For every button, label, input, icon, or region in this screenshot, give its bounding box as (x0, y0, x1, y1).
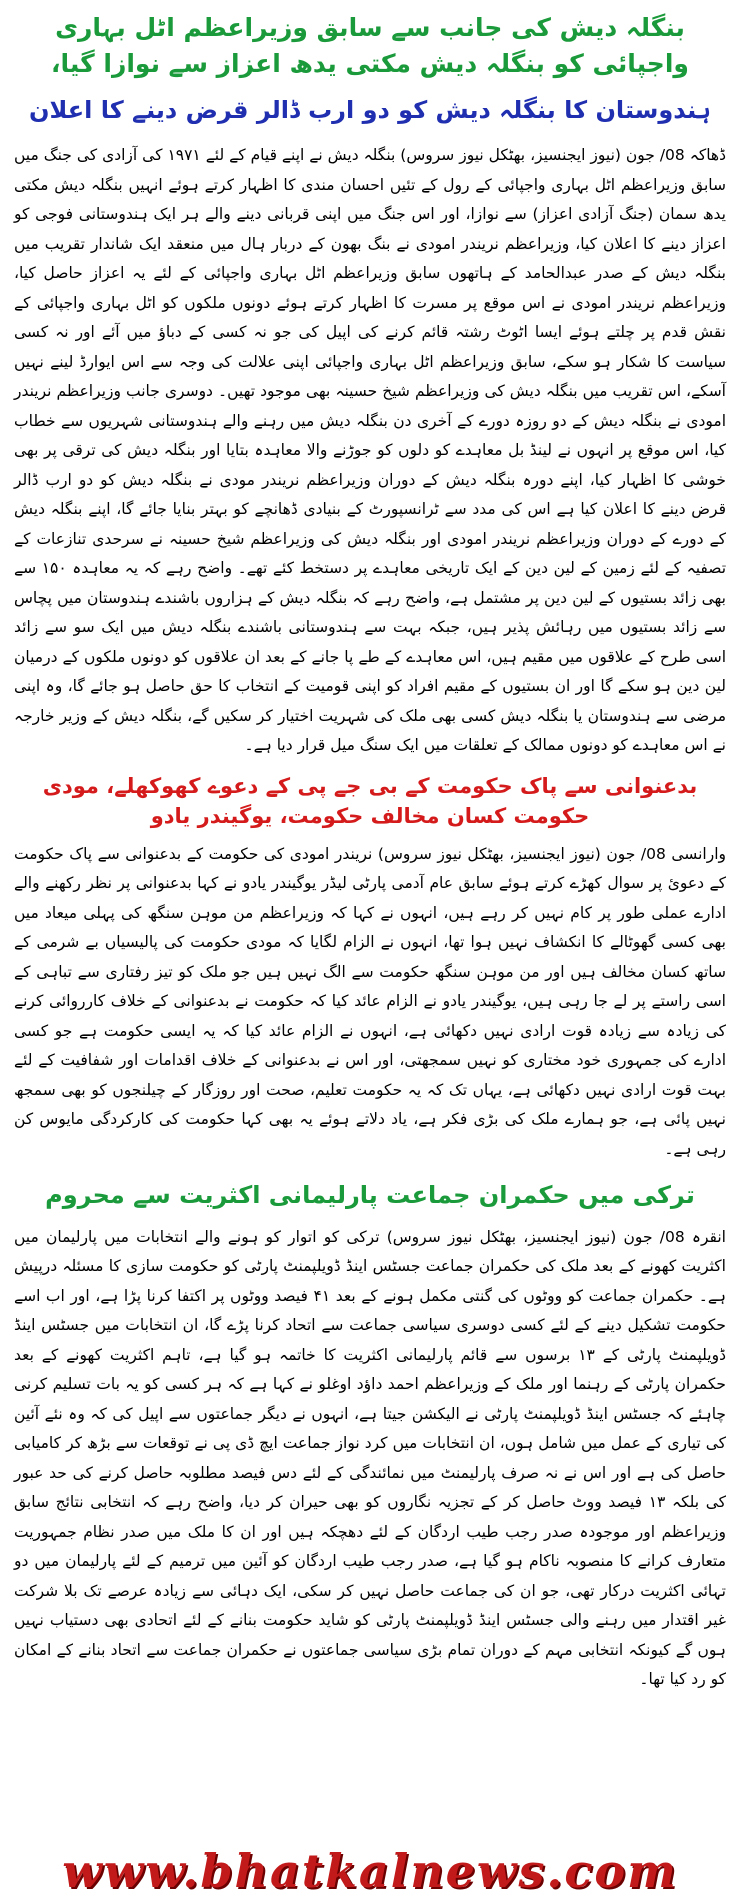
article-bangladesh (14, 10, 726, 761)
article1-headline-line1: بنگلہ دیش کی جانب سے سابق وزیراعظم اٹل بہاری واجپائی کو بنگلہ دیش مکتی یدھ اعزاز سے نوازا گیا، (51, 13, 689, 79)
article1-headline-line2: ہندوستان کا بنگلہ دیش کو دو ارب ڈالر قرض دینے کا اعلان (29, 95, 711, 124)
article1-body: ڈھاکہ 08/ جون (نیوز ایجنسیز، بھٹکل نیوز سروس) بنگلہ دیش نے اپنے قیام کے لئے ۱۹۷۱ کی آزادی کی جنگ میں سابق وزیراعظم اٹل بہاری واجپائی کے رول کے تئیں احسان مندی کا اظہار کرتے ہوئے انہیں بنگلہ دیش مکتی یدھ سمان (جنگ آزادی اعزاز) سے نوازا، اور اس جنگ میں اپنی قربانی دینے والے ہر ایک ہندوستانی فوجی کو اعزاز دینے کا اعلان کیا، وزیراعظم نریندر امودی نے بنگ بھون کے دربار ہال میں منعقد ایک شاندار تقریب میں بنگلہ دیش کے صدر عبدالحامد کے ہاتھوں سابق وزیراعظم اٹل بہاری واجپائی کے لئے یہ اعزاز حاصل کیا، وزیراعظم نریندر امودی نے اس موقع پر مسرت کا اظہار کرتے ہوئے دونوں ملکوں کو اٹل بہاری واجپائی کے نقش قدم پر چلتے ہوئے ایسا اٹوٹ رشتہ قائم کرنے کی اپیل کی جو نہ کسی کے دباؤ میں آئے اور نہ کسی سیاست کا شکار ہو سکے، سابق وزیراعظم اٹل بہاری واجپائی اپنی علالت کی وجہ سے اس ایوارڈ لینے نہیں آسکے، اس تقریب میں بنگلہ دیش کی وزیراعظم شیخ حسینہ بھی موجود تھیں۔ دوسری جانب وزیراعظم نریندر امودی نے بنگلہ دیش کے دو روزہ دورے کے آخری دن بنگلہ دیش میں رہنے والے ہندوستانی شہریوں سے خطاب کیا، اس موقع پر انہوں نے لینڈ بل معاہدے کو دلوں کو جوڑنے والا معاہدہ بتایا اور بنگلہ دیش کی ترقی پر بھی خوشی کا اظہار کیا، اپنے دورہ بنگلہ دیش کے دوران وزیراعظم نریندر مودی نے بنگلہ دیش کو دو ارب ڈالر قرض دینے کا اعلان کیا ہے اس کی مدد سے ٹرانسپورٹ کے بنیادی ڈھانچے کو بہتر بنایا جائے گا، اپنے بنگلہ دیش کے دورے کے دوران وزیراعظم نریندر امودی اور بنگلہ دیش کی وزیراعظم شیخ حسینہ نے سرحدی تنازعات کے تصفیہ کے لئے زمین کے لین دین کے ایک تاریخی معاہدے پر دستخط کئے تھے۔ واضح رہے کہ یہ معاہدہ ۱۵۰ سے بھی زائد بستیوں کے لین دین پر مشتمل ہے، واضح رہے کہ بنگلہ دیش کے ہزاروں باشندے ہندوستان میں پچاس سے زائد بستیوں میں رہائش پذیر ہیں، جبکہ بہت سے ہندوستانی باشندے بنگلہ دیش میں ایک سو سے زائد اسی طرح کے علاقوں میں مقیم ہیں، اس معاہدے کے طے پا جانے کے بعد ان علاقوں کو دونوں ملکوں کے درمیان لین دین ہو سکے گا اور ان بستیوں کے مقیم افراد کو اپنی قومیت کے انتخاب کا حق حاصل ہو جائے گا، وہ اپنی مرضی سے ہندوستان یا بنگلہ دیش کسی بھی ملک کی شہریت اختیار کر سکیں گے، بنگلہ دیش کے وزیر خارجہ نے اس معاہدے کو دونوں ممالک کے تعلقات میں ایک سنگ میل قرار دیا ہے۔ (14, 146, 727, 755)
article2-headline: بدعنوانی سے پاک حکومت کے بی جے پی کے دعوے کھوکھلے، مودی حکومت کسان مخالف حکومت، یوگیندر یادو (42, 773, 698, 829)
article-turkey (14, 1178, 726, 1695)
website-watermark: www.bhatkalnews.com (62, 1844, 678, 1898)
article2-body: وارانسی 08/ جون (نیوز ایجنسیز، بھٹکل نیوز سروس) نریندر امودی کی حکومت کے بدعنوانی سے پاک حکومت کے دعوئ پر سوال کھڑے کرتے ہوئے سابق عام آدمی پارٹی لیڈر یوگیندر یادو نے کہا بدعنوانی پر نظر رکھنے والے ادارے عملی طور پر کام نہیں کر رہے ہیں، انہوں نے کہا کہ وزیراعظم من موہن سنگھ کی پہلی میعاد میں بھی کسی گھوٹالے کا انکشاف نہیں ہوا تھا، انہوں نے الزام لگایا کہ مودی حکومت کی پالیسیاں بے شرمی کے ساتھ کسان مخالف ہیں اور من موہن سنگھ حکومت سے الگ نہیں ہیں جو ملک کو تیز رفتاری سے تباہی کے اسی راستے پر لے جا رہی ہیں، یوگیندر یادو نے الزام عائد کیا کہ حکومت نے بدعنوانی کے خلاف کارروائی کرنے کی زیادہ سے زیادہ قوت ارادی نہیں دکھائی ہے، انہوں نے الزام عائد کیا کہ یہ ایسی حکومت ہے جو کسی ادارے کی جمہوری خود مختاری کو نہیں سمجھتی، اور اس نے بدعنوانی کے خلاف اقدامات اور شفافیت کے لئے بہت قوت ارادی نہیں دکھائی ہے، یہاں تک کہ یہ حکومت تعلیم، صحت اور روزگار کے چیلنجوں کو بھی سمجھ نہیں پائی ہے، جو ہمارے ملک کی بڑی فکر ہے، یاد دلاتے ہوئے یہ بھی کہا حکومت کی کارکردگی مایوس کن رہی ہے۔ (14, 844, 726, 1158)
article3-headline: ترکی میں حکمران جماعت پارلیمانی اکثریت سے محروم (45, 1181, 695, 1210)
article3-body: انقرہ 08/ جون (نیوز ایجنسیز، بھٹکل نیوز سروس) ترکی کو اتوار کو ہونے والے انتخابات میں پارلیمان میں اکثریت کھونے کے بعد ملک کی حکمران جماعت جسٹس اینڈ ڈویلپمنٹ پارٹی کو حکومت سازی کا مسئلہ درپیش ہے۔ حکمران جماعت کو ووٹوں کی گنتی مکمل ہونے کے بعد ۴۱ فیصد ووٹوں پر اکتفا کرنا پڑا ہے، اور اب اسے حکومت تشکیل دینے کے لئے کسی دوسری سیاسی جماعت سے اتحاد کرنا پڑے گا، ان انتخابات میں جسٹس اینڈ ڈویلپمنٹ پارٹی کے ۱۳ برسوں سے قائم پارلیمانی اکثریت کا خاتمہ ہو گیا ہے، تاہم اکثریت کھونے کے بعد حکمران پارٹی کے رہنما اور ملک کے وزیراعظم احمد داؤد اوغلو نے کہا ہے کہ ہر کسی کو یہ بات تسلیم کرنی چاہئے کہ جسٹس اینڈ ڈویلپمنٹ پارٹی نے الیکشن جیتا ہے، انہوں نے دیگر جماعتوں سے اپیل کی کہ وہ نئے آئین کی تیاری کے عمل میں شامل ہوں، ان انتخابات میں کرد نواز جماعت ایچ ڈی پی نے توقعات سے بڑھ کر کامیابی حاصل کی ہے اور اس نے نہ صرف پارلیمنٹ میں نمائندگی کے لئے دس فیصد مطلوبہ حاصل کرنے کی حد عبور کی بلکہ ۱۳ فیصد ووٹ حاصل کر کے تجزیہ نگاروں کو بھی حیران کر دیا، واضح رہے کہ انتخابی نتائج سابق وزیراعظم اور موجودہ صدر رجب طیب اردگان کے لئے دھچکہ ہیں اور ان کا ملک میں صدر نظام جمہوریت متعارف کرانے کا منصوبہ ناکام ہو گیا ہے، صدر رجب طیب اردگان کو آئین میں ترمیم کے لئے پارلیمان میں دو تہائی اکثریت درکار تھی، جو ان کی جماعت حاصل نہیں کر سکی، ایک دہائی سے زیادہ عرصے تک بلا شرکت غیر اقتدار میں رہنے والی جسٹس اینڈ ڈویلپمنٹ پارٹی کو شاید حکومت بنانے کے لئے اتحادی بھی دستیاب نہیں ہوں گے کیونکہ انتخابی مہم کے دوران تمام بڑی سیاسی جماعتوں نے حکمران جماعت سے اتحاد بنانے کے امکان کو رد کیا تھا۔ (14, 1227, 727, 1689)
article-yogendra-yadav (14, 771, 726, 1164)
